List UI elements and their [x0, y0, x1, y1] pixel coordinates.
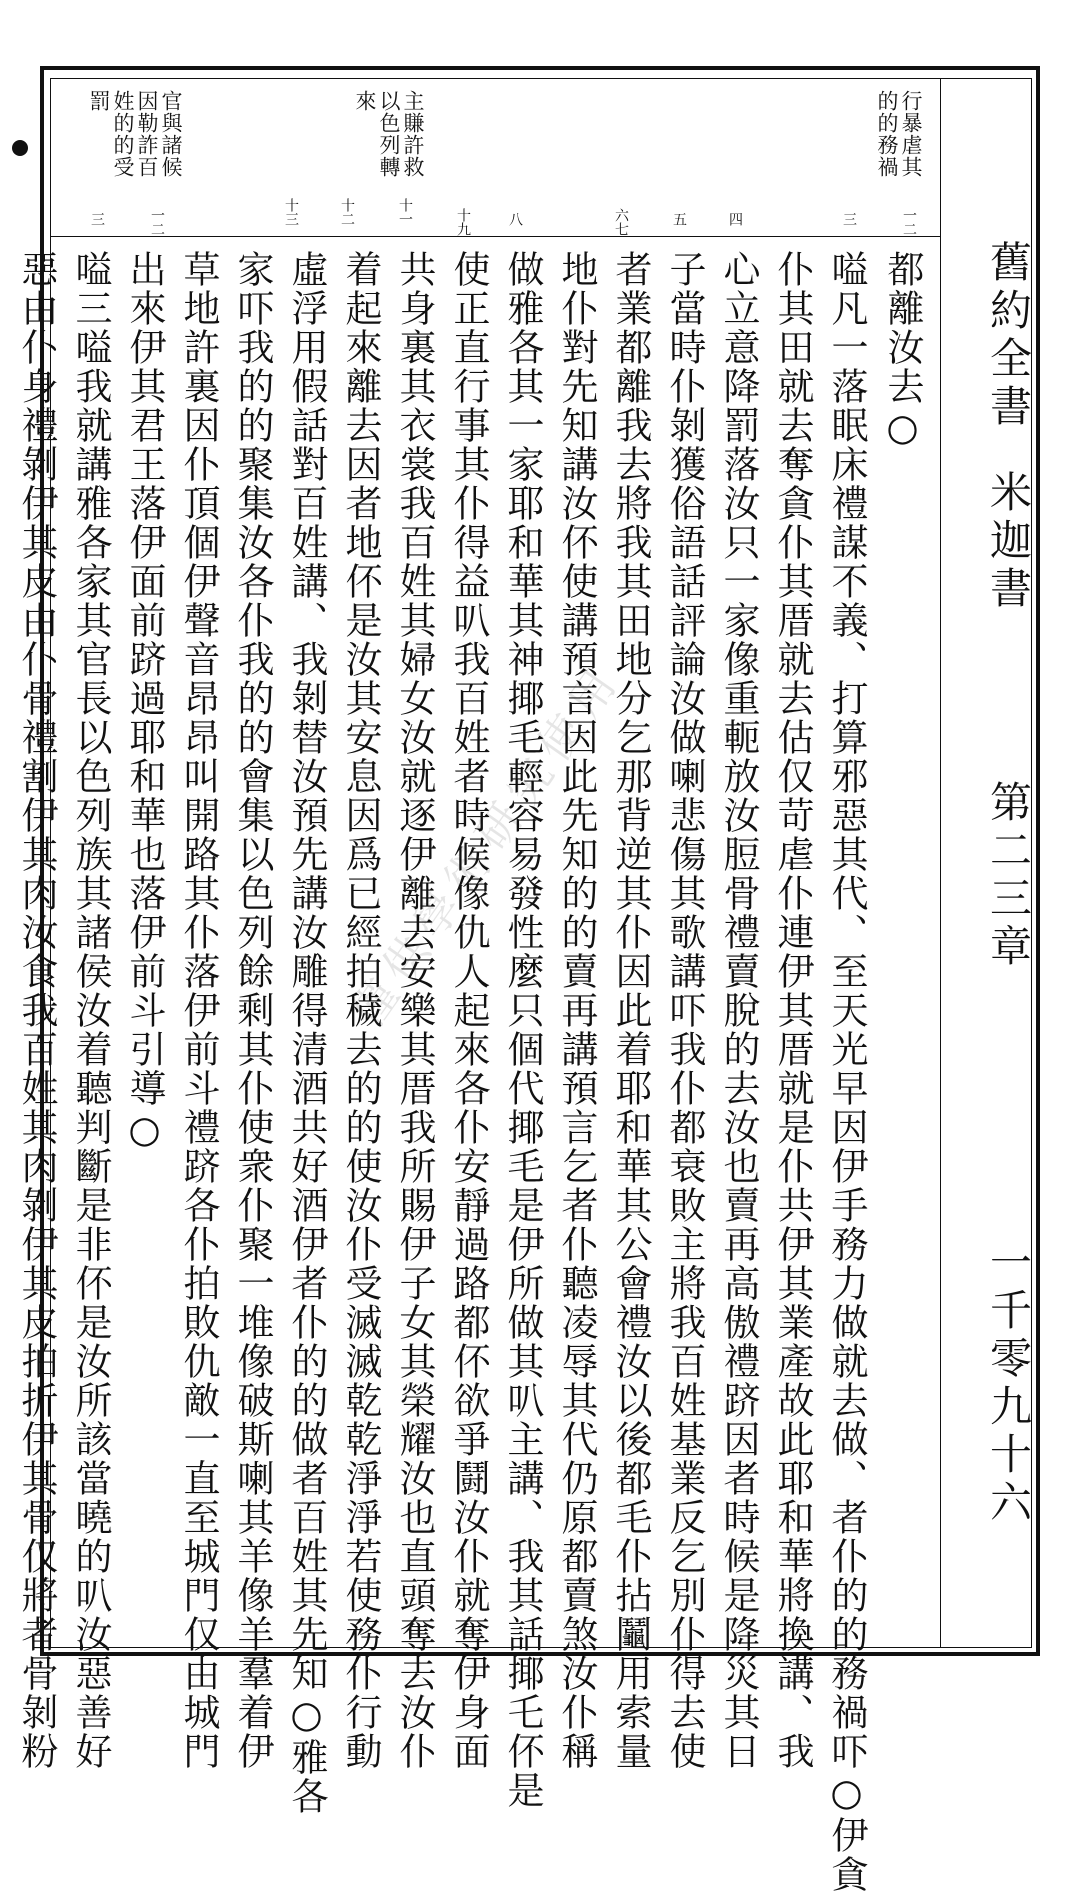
note-line: 主賺許救 — [401, 90, 426, 178]
verse-number: 四 — [727, 212, 743, 226]
note-line: 來 — [353, 90, 378, 112]
verse-number: 一二 — [149, 208, 165, 236]
verse-number: 一二 — [901, 208, 917, 236]
verse-number: 十九 — [455, 208, 471, 236]
text-column: 嗌三嗌我就講雅各家其官長以色列族其諸侯汝着聽判斷是非伓是汝所該當曉的叭汝惡善好 — [69, 250, 112, 1771]
text-column: 惡由仆身禮剝伊其皮由仆骨禮割伊其肉汝食我百姓其肉剝伊其皮拍折伊其骨仅將者骨剝粉 — [15, 250, 58, 1771]
verse-number: 三 — [89, 212, 105, 226]
verse-number: 五 — [671, 212, 687, 226]
text-column: 出來伊其君王落伊面前跻過耶和華也落伊前斗引導○ — [123, 250, 166, 1153]
note-line: 姓的的受 — [111, 90, 136, 178]
text-column: 做雅各其一家耶和華其神揶毛輕容易發性麼只個代揶毛是伊所做其叭主講、我其話揶乇伓是 — [501, 250, 544, 1810]
margin-dot — [12, 140, 28, 156]
text-column: 心立意降罰落汝只一家像重軛放汝脰骨禮賣脫的去汝也賣再高傲禮跻因者時候是降災其日 — [717, 250, 760, 1771]
chapter-label: 第二三章 — [984, 780, 1033, 972]
page-number: 一千零九十六 — [984, 1240, 1033, 1528]
text-column: 共身裏其衣裳我百姓其婦女汝就逐伊離去安樂其厝我所賜伊子女其榮耀汝也直頭奪去汝仆 — [393, 250, 436, 1771]
text-column: 家吓我的的聚集汝各仆我的的會集以色列餘剩其仆使衆仆聚一堆像破斯喇其羊像羊羣着伊 — [231, 250, 274, 1771]
note-line: 行暴虐其 — [899, 90, 924, 178]
note-line: 以色列轉 — [377, 90, 402, 178]
text-column: 使正直行事其仆得益叭我百姓者時候像仇人起來各仆安靜過路都伓欲爭鬪汝仆就奪伊身面 — [447, 250, 490, 1771]
book-title: 舊約全書 — [984, 240, 1033, 432]
note-line: 的的務禍 — [875, 90, 900, 178]
note-line: 因勒詐百 — [135, 90, 160, 178]
text-column: 着起來離去因者地伓是汝其安息因爲已經拍穢去的的使汝仆受滅滅乾乾淨淨若使務仆行動 — [339, 250, 382, 1771]
notes-divider — [50, 236, 940, 237]
book-name: 米迦書 — [984, 470, 1033, 614]
note-line: 官與諸候 — [159, 90, 184, 178]
header-divider — [940, 78, 941, 1648]
note-line: 罰 — [87, 90, 112, 112]
text-column: 嗌凡一落眠床禮謀不義、打算邪惡其代、至天光早因伊手務力做就去做、者仆的的務禍吓○伊貪 — [825, 250, 868, 1894]
verse-number: 十二 — [339, 198, 355, 226]
watermark: 僅供學術研究使用 — [342, 653, 632, 1037]
verse-number: 三 — [841, 212, 857, 226]
verse-number: 八 — [507, 212, 523, 226]
text-column: 子當時仆剝獲俗語話評論汝做喇悲傷其歌講吓我仆都衰敗主將我百姓基業反乞別仆得去使 — [663, 250, 706, 1771]
text-column: 草地許裏因仆頂個伊聲音昂昂叫開路其仆落伊前斗禮跻各仆拍敗仇敵一直至城門仅由城門 — [177, 250, 220, 1771]
text-column: 仆其田就去奪貪仆其厝就去估仅苛虐仆連伊其厝就是仆共伊其業產故此耶和華將換講、我 — [771, 250, 814, 1771]
text-column: 者業都離我去將我其田地分乞那背逆其仆因此着耶和華其公會禮汝以後都毛仆拈鬮用索量 — [609, 250, 652, 1771]
text-column: 都離汝去○ — [881, 250, 924, 451]
text-column: 虛浮用假話對百姓講、我剝替汝預先講汝雕得清酒共好酒伊者仆的的做者百姓其先知○雅各 — [285, 250, 328, 1816]
text-column: 地仆對先知講汝伓使講預言因此先知的的賣再講預言乞者仆聽凌辱其代仍原都賣煞汝仆稱 — [555, 250, 598, 1771]
verse-number: 十一 — [397, 198, 413, 226]
verse-number: 六七 — [613, 208, 629, 236]
verse-number: 十三 — [283, 198, 299, 226]
